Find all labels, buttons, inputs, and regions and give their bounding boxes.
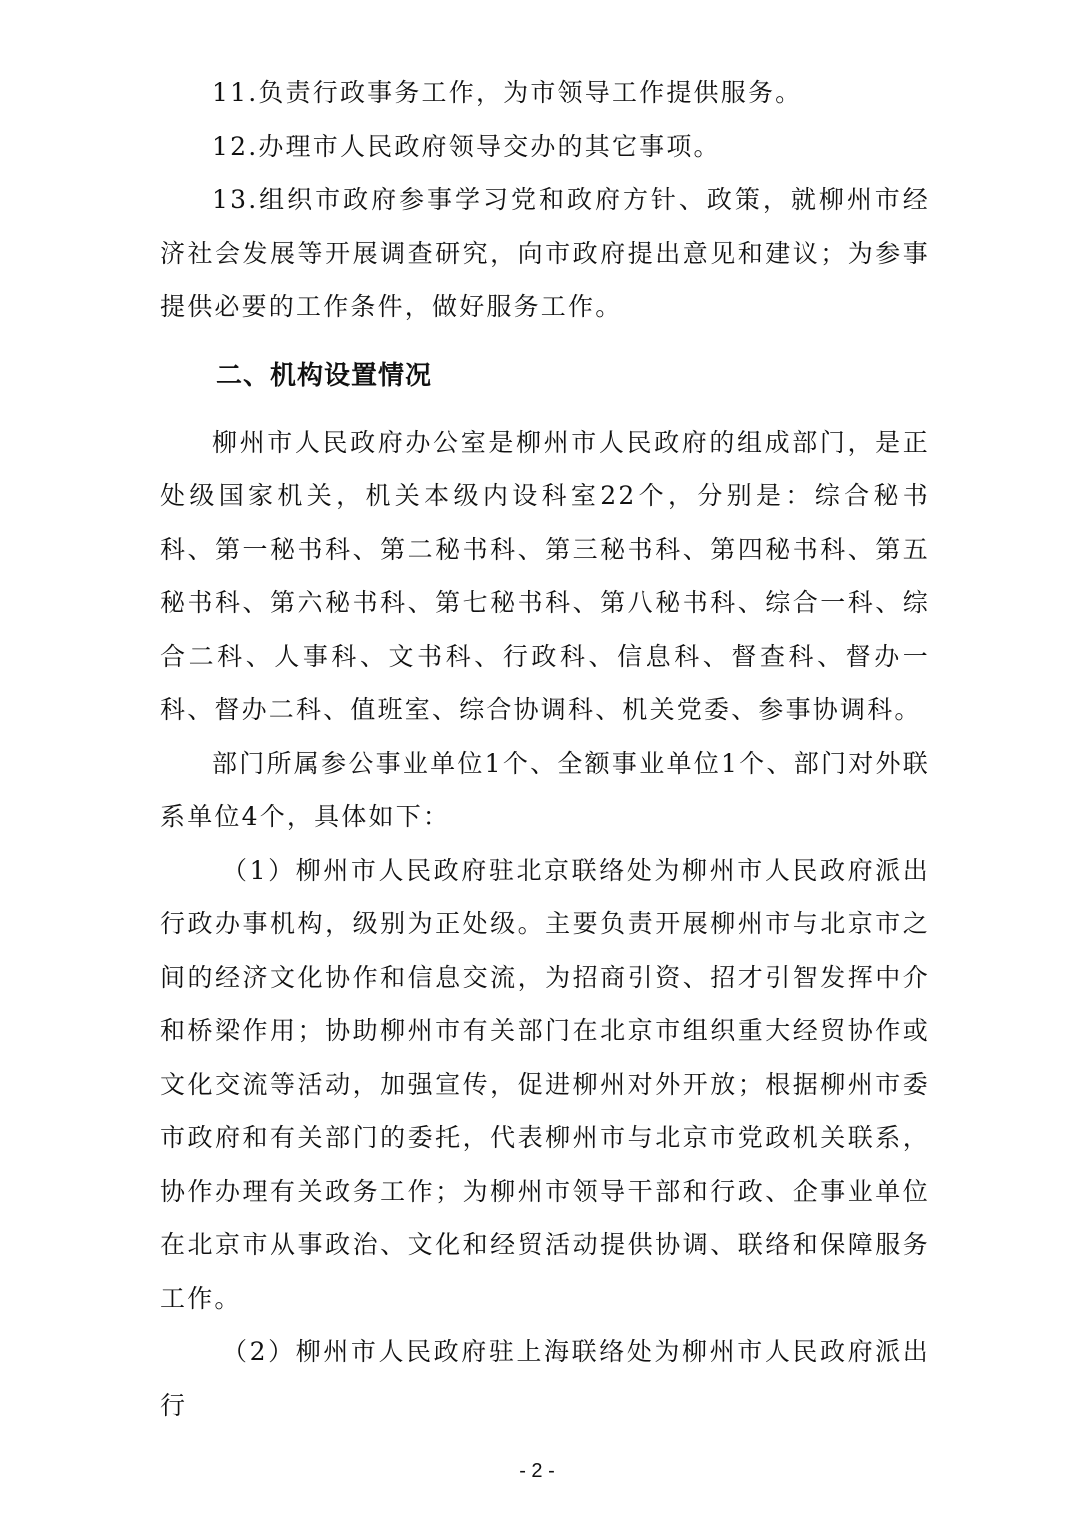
page-number: - 2 - [519, 1460, 555, 1482]
duty-item-12: 12.办理市人民政府领导交办的其它事项。 [212, 131, 721, 161]
affiliated-units-paragraph: 部门所属参公事业单位1个、全额事业单位1个、部门对外联系单位4个，具体如下： [160, 748, 930, 831]
duty-item-11: 11.负责行政事务工作，为市领导工作提供服务。 [212, 78, 803, 107]
page-body [160, 66, 930, 1432]
beijing-office-paragraph: （1）柳州市人民政府驻北京联络处为柳州市人民政府派出行政办事机构，级别为正处级。主要负责开展柳州市与北京市之间的经济文化协作和信息交流，为招商引资、招才引智发挥中介和桥梁作用；协助柳州市有关部门在北京市组织重大经贸协作或文化交流等活动，加强宣传，促进柳州对外开放；根据柳州市委市政府和有关部门的委托，代表柳州市与北京市党政机关联系，协作办理有关政务工作；为柳州市领导干部和行政、企事业单位在北京市从事政治、文化和经贸活动提供协调、联络和保障服务工作。 [160, 855, 930, 1313]
org-structure-paragraph: 柳州市人民政府办公室是柳州市人民政府的组成部门，是正处级国家机关，机关本级内设科室22个，分别是：综合秘书科、第一秘书科、第二秘书科、第三秘书科、第四秘书科、第五秘书科、第六秘书科、第七秘书科、第八秘书科、综合一科、综合二科、人事科、文书科、行政科、信息科、督查科、督办一科、督办二科、值班室、综合协调科、机关党委、参事协调科。 [160, 427, 930, 724]
shanghai-office-paragraph: （2）柳州市人民政府驻上海联络处为柳州市人民政府派出行 [160, 1337, 930, 1420]
duty-item-13: 13.组织市政府参事学习党和政府方针、政策，就柳州市经济社会发展等开展调查研究，向市政府提出意见和建议；为参事提供必要的工作条件，做好服务工作。 [160, 185, 930, 321]
section-heading: 二、机构设置情况 [216, 360, 433, 391]
